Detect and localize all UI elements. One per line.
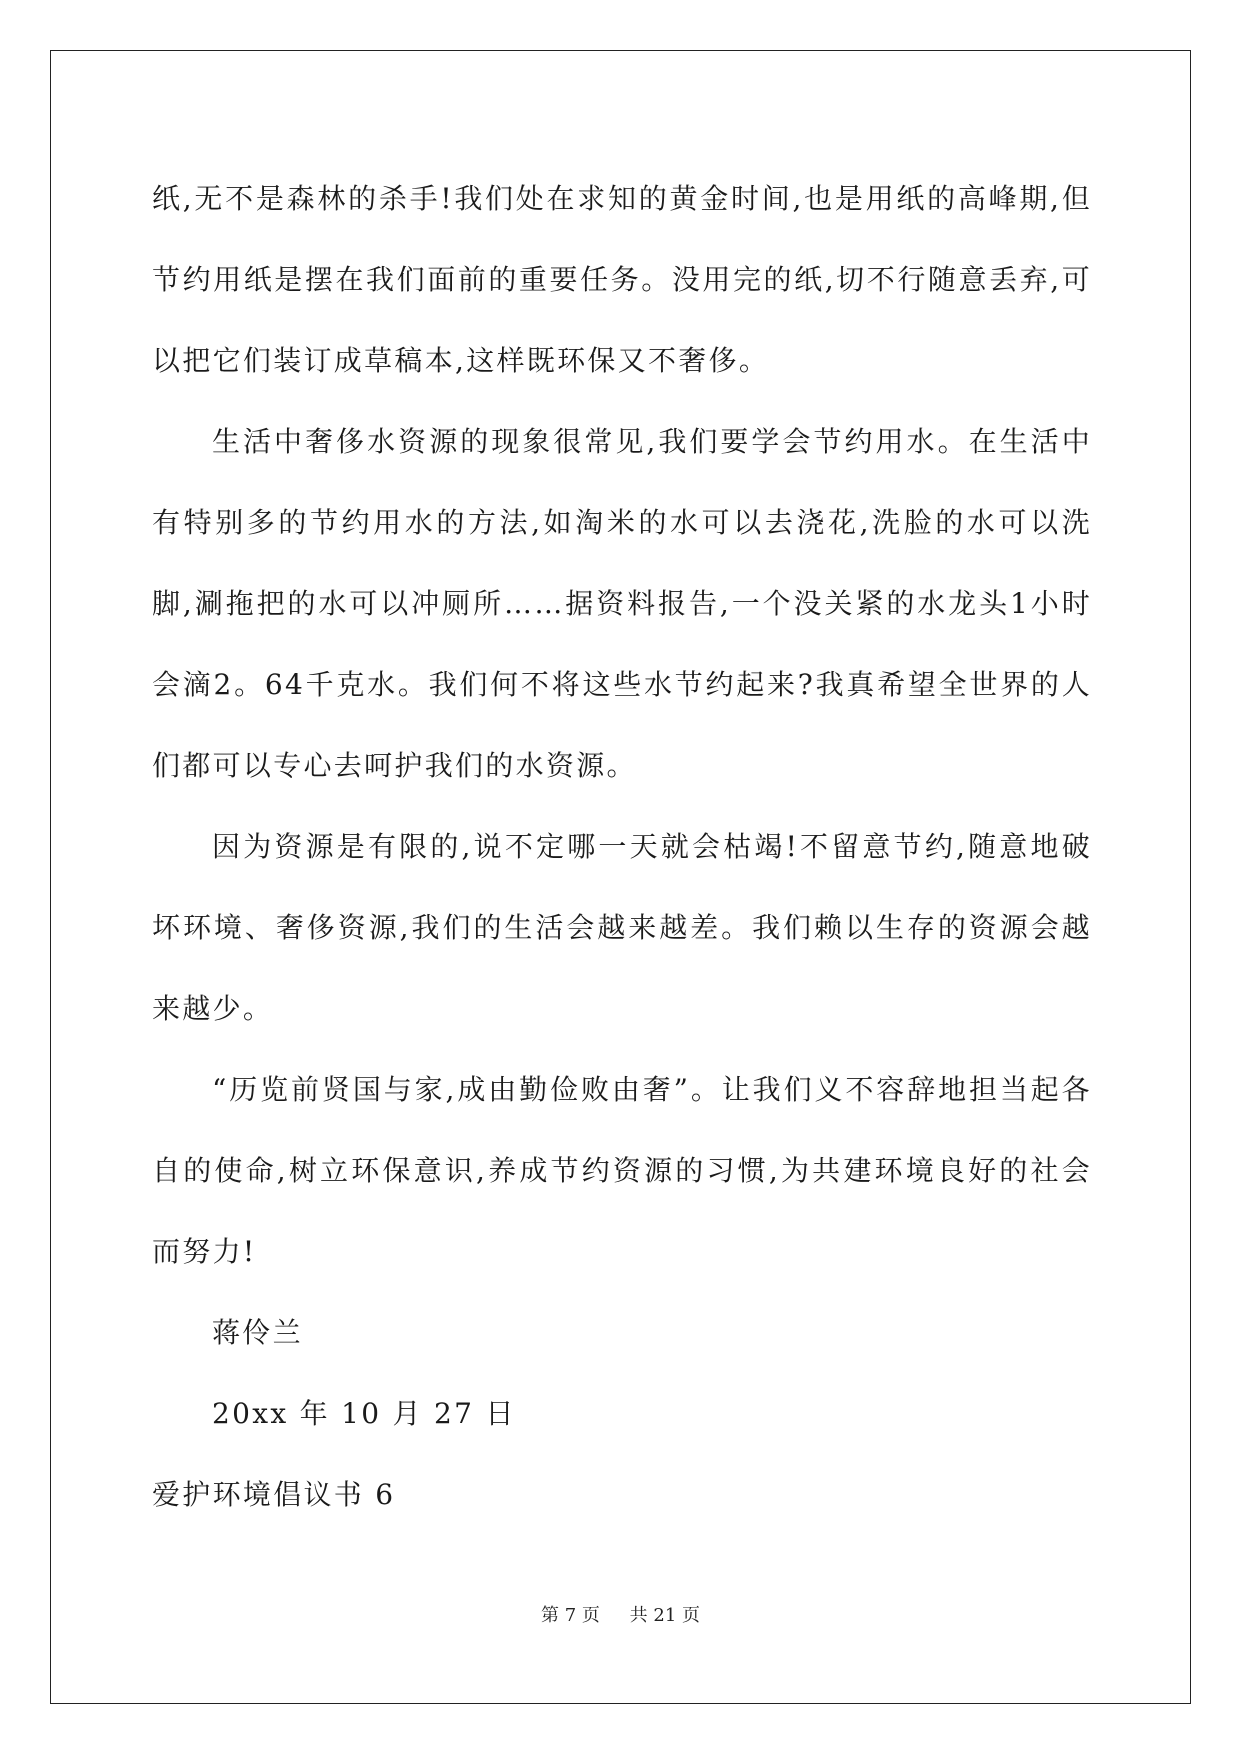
paragraph-limited-resources: 因为资源是有限的,说不定哪一天就会枯竭!不留意节约,随意地破坏环境、奢侈资源,我们的生活会越来越差。我们赖以生存的资源会越来越少。 [152, 830, 1092, 1025]
document-body [152, 158, 1092, 1535]
next-section-heading: 爱护环境倡议书 6 [152, 1478, 396, 1511]
signature-date: 20xx 年 10 月 27 日 [212, 1397, 516, 1430]
paragraph-paper-saving: 纸,无不是森林的杀手!我们处在求知的黄金时间,也是用纸的高峰期,但节约用纸是摆在我们面前的重要任务。没用完的纸,切不行随意丢弃,可以把它们装订成草稿本,这样既环保又不奢侈。 [152, 182, 1092, 377]
paragraph-water-saving: 生活中奢侈水资源的现象很常见,我们要学会节约用水。在生活中有特别多的节约用水的方法,如淘米的水可以去浇花,洗脸的水可以洗脚,涮拖把的水可以冲厕所……据资料报告,一个没关紧的水龙头1小时会滴2。64千克水。我们何不将这些水节约起来?我真希望全世界的人们都可以专心去呵护我们的水资源。 [152, 425, 1092, 782]
page-number-total: 共 21 页 [629, 1605, 700, 1626]
signature-name: 蒋伶兰 [212, 1316, 303, 1349]
paragraph-call-to-action: “历览前贤国与家,成由勤俭败由奢”。让我们义不容辞地担当起各自的使命,树立环保意识,养成节约资源的习惯,为共建环境良好的社会而努力! [152, 1073, 1092, 1268]
page-footer [0, 1601, 1241, 1627]
page-number-current: 第 7 页 [541, 1605, 600, 1626]
